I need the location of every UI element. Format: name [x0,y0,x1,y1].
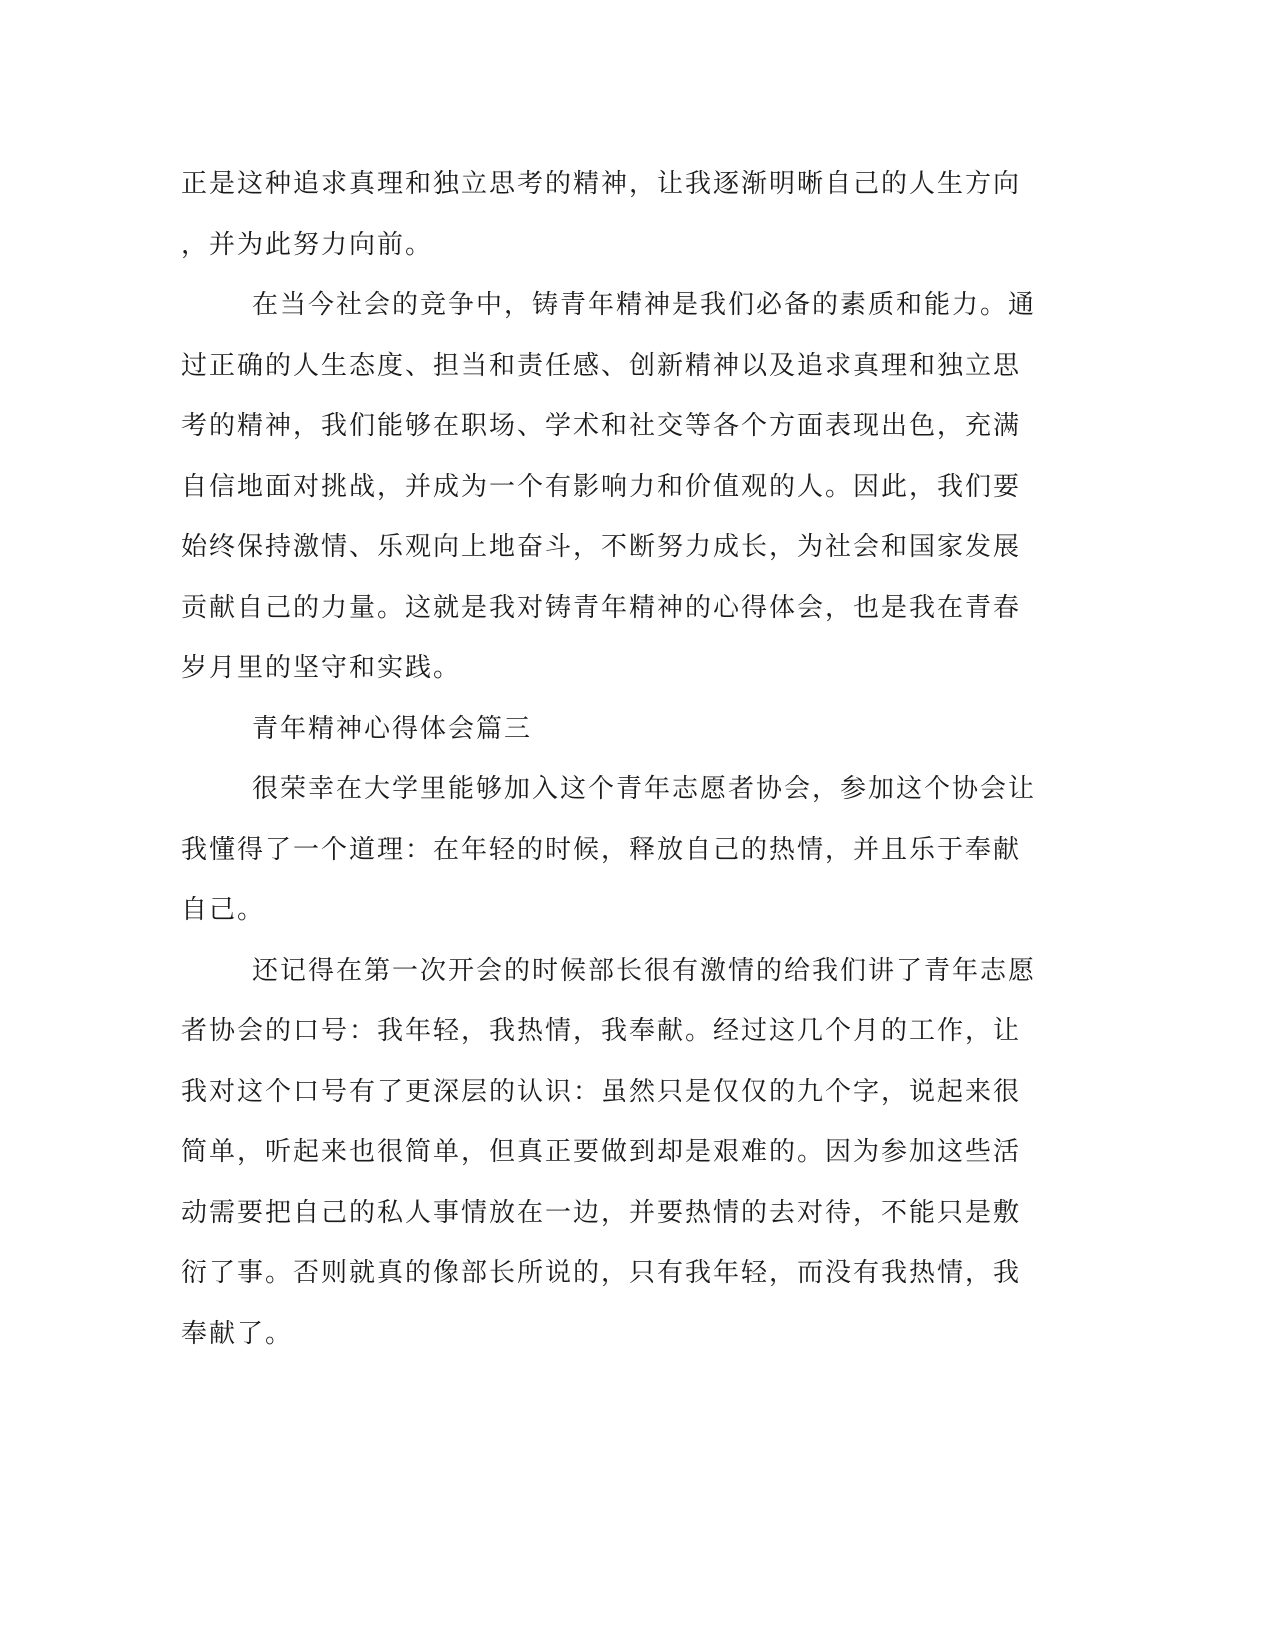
paragraph-2-line-1: 在当今社会的竞争中，铸青年精神是我们必备的素质和能力。通 [252,290,1037,320]
paragraph-4-line-6: 衍了事。否则就真的像部长所说的，只有我年轻，而没有我热情，我 [181,1258,1022,1288]
paragraph-4-line-5: 动需要把自己的私人事情放在一边，并要热情的去对待，不能只是敷 [181,1197,1022,1228]
paragraph-2-line-3: 考的精神，我们能够在职场、学术和社交等各个方面表现出色，充满 [181,411,1022,441]
paragraph-2-line-5: 始终保持激情、乐观向上地奋斗，不断努力成长，为社会和国家发展 [181,532,1022,562]
paragraph-2-line-4: 自信地面对挑战，并成为一个有影响力和价值观的人。因此，我们要 [181,471,1022,502]
section-heading: 青年精神心得体会篇三 [252,713,533,744]
paragraph-2-line-7: 岁月里的坚守和实践。 [181,653,462,683]
document-body [181,154,1041,1364]
paragraph-1-line-1: 正是这种追求真理和独立思考的精神，让我逐渐明晰自己的人生方向 [181,169,1022,199]
paragraph-4-line-7: 奉献了。 [181,1318,294,1349]
paragraph-2-line-2: 过正确的人生态度、担当和责任感、创新精神以及追求真理和独立思 [181,350,1022,381]
paragraph-3-line-2: 我懂得了一个道理：在年轻的时候，释放自己的热情，并且乐于奉献 [181,834,1022,865]
paragraph-4-line-3: 我对这个口号有了更深层的认识：虽然只是仅仅的九个字，说起来很 [181,1076,1022,1107]
paragraph-4-line-2: 者协会的口号：我年轻，我热情，我奉献。经过这几个月的工作，让 [181,1016,1022,1046]
paragraph-3-line-3: 自己。 [181,895,266,925]
paragraph-3-line-1: 很荣幸在大学里能够加入这个青年志愿者协会，参加这个协会让 [252,774,1037,804]
paragraph-1-line-2: ，并为此努力向前。 [181,229,434,260]
paragraph-4-line-4: 简单，听起来也很简单，但真正要做到却是艰难的。因为参加这些活 [181,1137,1022,1167]
paragraph-4-line-1: 还记得在第一次开会的时候部长很有激情的给我们讲了青年志愿 [252,955,1037,986]
paragraph-2-line-6: 贡献自己的力量。这就是我对铸青年精神的心得体会，也是我在青春 [181,592,1022,623]
